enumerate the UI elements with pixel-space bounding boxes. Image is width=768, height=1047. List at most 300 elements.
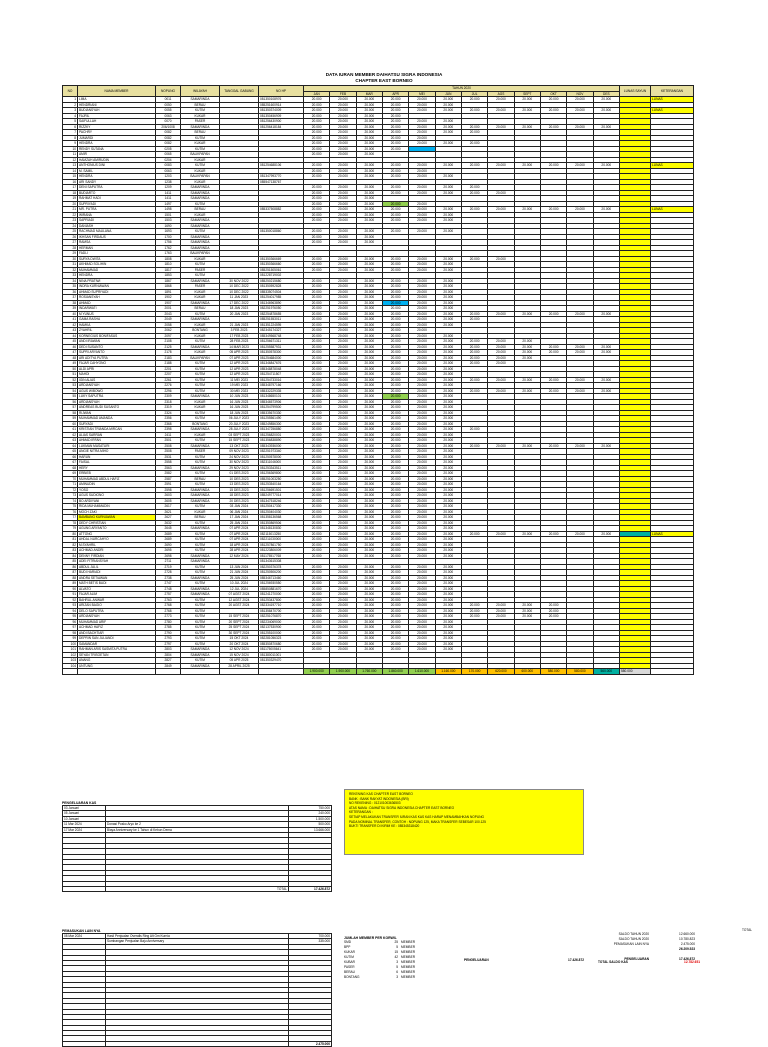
cell-hp: 081256430900 xyxy=(259,119,304,125)
cell-month-payment: 20.000 xyxy=(330,581,356,587)
cell-month-payment: 20.000 xyxy=(382,515,408,521)
cell-month-payment: 20.000 xyxy=(514,377,540,383)
cell-month-payment: 20.000 xyxy=(514,124,540,130)
korwil-area: KUTIM xyxy=(344,955,354,959)
cell-month-payment: 20.000 xyxy=(540,124,566,130)
cell-month-payment: 20.000 xyxy=(304,515,330,521)
cell-wilayah: KUTIM xyxy=(181,471,220,477)
cell-tanggal: 12 AGST 2024 xyxy=(220,597,259,603)
cell-month-payment: 20.000 xyxy=(435,647,461,653)
cell-wilayah: KUTIM xyxy=(181,454,220,460)
cell-month-payment: 20.000 xyxy=(409,108,435,114)
cell-name: RAMSA xyxy=(78,240,156,246)
summary-value: 10.780.823 xyxy=(679,937,695,941)
cell-nopung: 2790 xyxy=(156,630,181,636)
cell-month-payment: 20.000 xyxy=(304,526,330,532)
cell-name: UNTUNG xyxy=(78,663,156,669)
cell-month-payment: 20.000 xyxy=(382,201,408,207)
cell-month-payment: 20.000 xyxy=(356,410,382,416)
cell-month-payment: 20.000 xyxy=(304,102,330,108)
cell-month-payment: 20.000 xyxy=(304,212,330,218)
cell-month-payment: 20.000 xyxy=(382,614,408,620)
cell-no: 83 xyxy=(63,548,78,554)
cell-name: FAJRIL xyxy=(78,113,156,119)
cell-nopung: 2188 xyxy=(156,361,181,367)
cell-month-payment: 20.000 xyxy=(488,603,514,609)
cell-month-payment: 20.000 xyxy=(356,284,382,290)
cell-month-payment: 20.000 xyxy=(409,295,435,301)
cell-nopung: 2207 xyxy=(156,372,181,378)
cell-wilayah: SAMARINDA xyxy=(181,218,220,224)
cell-month-payment: 20.000 xyxy=(435,438,461,444)
korwil-count: 42 xyxy=(394,955,398,959)
cell-tanggal: 28 APR 2024 xyxy=(220,548,259,554)
cell-month-payment: 20.000 xyxy=(356,614,382,620)
cell-month-payment: 20.000 xyxy=(514,108,540,114)
cell-hp: 081256418184 xyxy=(259,124,304,130)
cell-hp: 081350578300 xyxy=(259,350,304,356)
cell-nopung: 2049 xyxy=(156,317,181,323)
cell-month-payment: 20.000 xyxy=(514,339,540,345)
col-header-year: TAHUN 2020 xyxy=(304,86,620,92)
cell-no: 46 xyxy=(63,344,78,350)
cell-no: 55 xyxy=(63,394,78,400)
cell-hp: 081228719002 xyxy=(259,273,304,279)
cell-wilayah: KUTIM xyxy=(181,339,220,345)
cell-month-payment: 20.000 xyxy=(435,531,461,537)
cell-month-payment: 20.000 xyxy=(409,267,435,273)
cell-month-payment: 20.000 xyxy=(382,102,408,108)
cell-month-payment: 20.000 xyxy=(304,344,330,350)
cell-no: 56 xyxy=(63,399,78,405)
cell-month-payment: 20.000 xyxy=(435,372,461,378)
cell-month-payment: 20.000 xyxy=(382,548,408,554)
cell-month-payment: 20.000 xyxy=(567,344,593,350)
cell-hp: 081350018860 xyxy=(259,229,304,235)
cell-month-payment: 20.000 xyxy=(435,289,461,295)
cell-month-payment: 20.000 xyxy=(382,311,408,317)
cell-nopung: 0050 xyxy=(156,102,181,108)
cell-month-payment: 20.000 xyxy=(304,465,330,471)
cell-month-payment: 20.000 xyxy=(409,504,435,510)
totals-spacer xyxy=(651,669,694,675)
cell-tanggal: 11 JAN 2023 xyxy=(220,295,259,301)
cell-name: FAJAR CAHYONO xyxy=(78,361,156,367)
cell-month-payment: 20.000 xyxy=(330,410,356,416)
summary-value: 2.475.000 xyxy=(680,942,695,946)
cell-month-payment: 20.000 xyxy=(409,119,435,125)
cell-month-payment: 20.000 xyxy=(461,344,487,350)
cell-month-payment: 20.000 xyxy=(304,97,330,103)
cell-nopung: 206/1008 xyxy=(156,124,181,130)
cell-no: 90 xyxy=(63,586,78,592)
cell-no: 84 xyxy=(63,553,78,559)
pengeluaran-amount: 13.666.000 xyxy=(289,827,332,832)
cell-nopung: 2690 xyxy=(156,542,181,548)
cell-month-payment: 20.000 xyxy=(382,498,408,504)
cell-month-payment: 20.000 xyxy=(330,141,356,147)
cell-month-payment: 20.000 xyxy=(382,163,408,169)
pemasukan-block xyxy=(62,929,330,1047)
cell-nopung: 2319 xyxy=(156,405,181,411)
cell-month-payment: 20.000 xyxy=(409,394,435,400)
cell-wilayah: BONTANG xyxy=(181,421,220,427)
pengeluaran-total-label: TOTAL xyxy=(106,886,289,891)
cell-name: RAHMAT HADI xyxy=(78,196,156,202)
cell-month-payment: 20.000 xyxy=(435,256,461,262)
cell-nopung: 2178 xyxy=(156,350,181,356)
cell-month-payment: 20.000 xyxy=(488,355,514,361)
cell-month-payment: 20.000 xyxy=(304,476,330,482)
cell-month-payment: 20.000 xyxy=(356,108,382,114)
cell-hp: 082254878655 xyxy=(259,311,304,317)
totals-month: 1.760.000 xyxy=(356,669,382,675)
cell-hp: 081256369800 xyxy=(259,471,304,477)
cell-month-payment: 20.000 xyxy=(382,212,408,218)
cell-no: 28 xyxy=(63,245,78,251)
cell-nopung: 2793 xyxy=(156,636,181,642)
cell-wilayah: KUTIM xyxy=(181,531,220,537)
cell-month-payment: 20.000 xyxy=(356,317,382,323)
cell-no: 37 xyxy=(63,295,78,301)
cell-hp: 081254017985 xyxy=(259,295,304,301)
cell-month-payment: 20.000 xyxy=(356,575,382,581)
cell-month-payment: 20.000 xyxy=(540,531,566,537)
cell-name: YOSO xyxy=(78,487,156,493)
rekening-line: PADA NOMINAL TRANSFER, CONTOH : NOPUNG 125, MAKA TRANSFER SEBESAR 100.125 xyxy=(349,819,486,824)
cell-nopung: 2324 xyxy=(156,410,181,416)
cell-name: FADLI xyxy=(78,251,156,257)
cell-month-payment: 20.000 xyxy=(382,300,408,306)
cell-month-payment: 20.000 xyxy=(356,421,382,427)
cell-month-payment: 20.000 xyxy=(304,432,330,438)
cell-tanggal: 16 JUN 2023 xyxy=(220,399,259,405)
pengeluaran-block xyxy=(62,801,330,892)
cell-nopung: 0065 xyxy=(156,152,181,158)
cell-hp: 081255587931 xyxy=(259,344,304,350)
cell-name: IGIN ALIAS xyxy=(78,377,156,383)
cell-month-payment: 20.000 xyxy=(304,592,330,598)
cell-name: ARDIANSYAH xyxy=(78,383,156,389)
korwil-area: KUKAR xyxy=(344,950,355,954)
cell-month-payment: 20.000 xyxy=(330,289,356,295)
cell-month-payment: 20.000 xyxy=(382,553,408,559)
cell-month-payment: 20.000 xyxy=(330,372,356,378)
cell-month-payment: 20.000 xyxy=(330,608,356,614)
cell-month-payment: 20.000 xyxy=(461,603,487,609)
cell-month-payment: 20.000 xyxy=(461,207,487,213)
cell-month-payment: 20.000 xyxy=(514,97,540,103)
cell-hp: 082251076870 xyxy=(259,614,304,620)
cell-month-payment: 20.000 xyxy=(330,509,356,515)
col-header-month: MAR xyxy=(356,91,382,97)
cell-hp: 082311046000 xyxy=(259,460,304,466)
cell-hp: 081256930550 xyxy=(259,581,304,587)
cell-month-payment: 20.000 xyxy=(330,553,356,559)
cell-no: 89 xyxy=(63,581,78,587)
cell-month-payment: 20.000 xyxy=(304,284,330,290)
cell-month-payment: 20.000 xyxy=(382,592,408,598)
cell-wilayah: KUKAR xyxy=(181,179,220,185)
cell-wilayah: KUTIM xyxy=(181,311,220,317)
cell-month-payment: 20.000 xyxy=(435,493,461,499)
cell-month-payment: 20.000 xyxy=(435,102,461,108)
cell-month-payment: 20.000 xyxy=(330,267,356,273)
cell-month-payment: 20.000 xyxy=(382,619,408,625)
cell-month-payment: 20.000 xyxy=(593,311,619,317)
cell-month-payment: 20.000 xyxy=(356,399,382,405)
cell-wilayah: KUKAR xyxy=(181,256,220,262)
cell-name: DENNY FIRDIAN xyxy=(78,553,156,559)
cell-hp: 081250417330 xyxy=(259,504,304,510)
member-dues-table xyxy=(62,85,694,675)
cell-nopung: 0082 xyxy=(156,130,181,136)
cell-name: AMINUDIN xyxy=(78,482,156,488)
cell-month-payment: 20.000 xyxy=(356,124,382,130)
cell-wilayah: SAMARINDA xyxy=(181,493,220,499)
cell-month-payment: 20.000 xyxy=(461,256,487,262)
cell-tanggal: 21 JUN 2024 xyxy=(220,570,259,576)
cell-month-payment: 20.000 xyxy=(382,482,408,488)
cell-no: 101 xyxy=(63,647,78,653)
cell-month-payment: 20.000 xyxy=(461,608,487,614)
cell-month-payment: 20.000 xyxy=(330,333,356,339)
cell-wilayah: SAMARINDA xyxy=(181,427,220,433)
cell-month-payment: 20.000 xyxy=(304,438,330,444)
cell-month-payment: 20.000 xyxy=(356,339,382,345)
cell-wilayah: SAMARINDA xyxy=(181,223,220,229)
cell-tanggal: 12 APR 2023 xyxy=(220,361,259,367)
cell-month-payment: 20.000 xyxy=(330,647,356,653)
cell-month-payment: 20.000 xyxy=(356,201,382,207)
cell-month-payment: 20.000 xyxy=(356,295,382,301)
summary-total-label: TOTAL xyxy=(742,928,752,932)
cell-month-payment: 20.000 xyxy=(382,113,408,119)
cell-month-payment: 20.000 xyxy=(356,207,382,213)
cell-no: 65 xyxy=(63,449,78,455)
cell-month-payment: 20.000 xyxy=(409,405,435,411)
cell-month-payment: 20.000 xyxy=(409,553,435,559)
cell-month-payment: 20.000 xyxy=(435,449,461,455)
cell-month-payment: 20.000 xyxy=(356,388,382,394)
cell-month-payment: 20.000 xyxy=(382,377,408,383)
cell-name: ACHMAD ANDRI xyxy=(78,548,156,554)
cell-month-payment: 20.000 xyxy=(304,487,330,493)
cell-month-payment: 20.000 xyxy=(461,163,487,169)
cell-tanggal: 07 APR 2024 xyxy=(220,526,259,532)
cell-month-payment: 20.000 xyxy=(514,311,540,317)
cell-month-payment: 20.000 xyxy=(409,322,435,328)
cell-month-payment: 20.000 xyxy=(461,130,487,136)
cell-no: 54 xyxy=(63,388,78,394)
cell-month-payment: 20.000 xyxy=(567,207,593,213)
cell-tanggal: 14 MAR 2023 xyxy=(220,344,259,350)
cell-month-payment: 20.000 xyxy=(382,267,408,273)
cell-tanggal: 15 DES 2023 xyxy=(220,487,259,493)
cell-month-payment: 20.000 xyxy=(435,163,461,169)
cell-month-payment: 20.000 xyxy=(409,575,435,581)
cell-month-payment: 20.000 xyxy=(330,482,356,488)
cell-month-payment: 20.000 xyxy=(356,416,382,422)
cell-tanggal: 13 DES 2023 xyxy=(220,482,259,488)
cell-month-payment: 20.000 xyxy=(304,454,330,460)
cell-no: 45 xyxy=(63,339,78,345)
cell-hp: 085250215680 xyxy=(259,278,304,284)
cell-month-payment: 20.000 xyxy=(304,328,330,334)
cell-nopung: 2689 xyxy=(156,531,181,537)
cell-month-payment: 20.000 xyxy=(435,97,461,103)
cell-month-payment: 20.000 xyxy=(409,482,435,488)
cell-month-payment: 20.000 xyxy=(435,520,461,526)
korwil-area: BONTANG xyxy=(344,975,360,979)
cell-no: 21 xyxy=(63,207,78,213)
cell-name: MUHAMMAD ABDUL HAFIZ xyxy=(78,476,156,482)
cell-nopung: 2398 xyxy=(156,427,181,433)
totals-spacer xyxy=(156,669,181,675)
cell-month-payment: 20.000 xyxy=(304,482,330,488)
cell-wilayah: SAMARINDA xyxy=(181,190,220,196)
cell-name: ACHMAD HAFIZ xyxy=(78,625,156,631)
cell-name: BAMBANG KURNIAWAN xyxy=(78,515,156,521)
cell-month-payment: 20.000 xyxy=(330,471,356,477)
cell-month-payment: 20.000 xyxy=(382,564,408,570)
cell-month-payment: 20.000 xyxy=(356,520,382,526)
cell-no: 51 xyxy=(63,372,78,378)
cell-month-payment: 20.000 xyxy=(409,201,435,207)
cell-month-payment: 20.000 xyxy=(304,361,330,367)
cell-month-payment: 20.000 xyxy=(356,586,382,592)
korwil-count: 3 xyxy=(396,960,398,964)
cell-tanggal: 30 NOV 2022 xyxy=(220,278,259,284)
cell-month-payment: 20.000 xyxy=(330,449,356,455)
cell-wilayah: SAMARINDA xyxy=(181,647,220,653)
cell-no: 91 xyxy=(63,592,78,598)
cell-nopung: 2711 xyxy=(156,559,181,565)
cell-tanggal: 19 MEI 2023 xyxy=(220,383,259,389)
rekening-line: ATAS NAMA : DAIHATSU SIGRA INDONESIA CHAPTER EAST BORNEO xyxy=(349,805,455,810)
cell-no: 30 xyxy=(63,256,78,262)
cell-month-payment: 20.000 xyxy=(382,465,408,471)
cell-month-payment: 20.000 xyxy=(435,471,461,477)
cell-month-payment: 20.000 xyxy=(382,366,408,372)
cell-nopung: 1690 xyxy=(156,223,181,229)
cell-hp: 081254684000 xyxy=(259,355,304,361)
cell-no: 49 xyxy=(63,361,78,367)
cell-nopung: 1891 xyxy=(156,289,181,295)
cell-month-payment: 20.000 xyxy=(540,344,566,350)
cell-month-payment: 20.000 xyxy=(409,102,435,108)
cell-wilayah: KUTIM xyxy=(181,581,220,587)
cell-name: JUMARDI xyxy=(78,135,156,141)
cell-month-payment: 20.000 xyxy=(382,262,408,268)
cell-month-payment: 20.000 xyxy=(330,322,356,328)
cell-nopung: 1817 xyxy=(156,267,181,273)
korwil-count: 25 xyxy=(394,940,398,944)
cell-nopung: 1503 xyxy=(156,218,181,224)
jumlah-member-row xyxy=(344,975,454,980)
cell-wilayah: SAMARINDA xyxy=(181,245,220,251)
cell-no: 67 xyxy=(63,460,78,466)
cell-name: DENI SAPUTRA xyxy=(78,185,156,191)
cell-hp: 081350456909 xyxy=(259,113,304,119)
cell-month-payment: 20.000 xyxy=(435,229,461,235)
cell-month-payment: 20.000 xyxy=(304,614,330,620)
cell-month-payment: 20.000 xyxy=(304,163,330,169)
cell-hp: 085547138767 xyxy=(259,179,304,185)
cell-no: 42 xyxy=(63,322,78,328)
cell-wilayah: PASER xyxy=(181,267,220,273)
cell-tanggal: 10 JUN 2023 xyxy=(220,394,259,400)
cell-name: FAISAL xyxy=(78,460,156,466)
cell-month-payment: 20.000 xyxy=(356,130,382,136)
cell-month-payment: 20.000 xyxy=(304,504,330,510)
cell-month-payment: 20.000 xyxy=(304,377,330,383)
cell-month-payment: 20.000 xyxy=(330,405,356,411)
cell-month-payment: 20.000 xyxy=(435,212,461,218)
cell-month-payment: 20.000 xyxy=(330,597,356,603)
cell-month-payment: 20.000 xyxy=(593,163,619,169)
cell-month-payment: 20.000 xyxy=(409,636,435,642)
cell-month-payment: 20.000 xyxy=(488,108,514,114)
cell-nopung: 2058 xyxy=(156,322,181,328)
summary-label: PENGELUARAN xyxy=(624,957,649,961)
cell-no: 23 xyxy=(63,218,78,224)
cell-month-payment: 20.000 xyxy=(409,432,435,438)
cell-hp: 085249856300 xyxy=(259,421,304,427)
cell-no: 58 xyxy=(63,410,78,416)
cell-name: ARDIANSYAH xyxy=(78,614,156,620)
cell-nopung: 2062 xyxy=(156,328,181,334)
cell-month-payment: 20.000 xyxy=(304,113,330,119)
cell-month-payment: 20.000 xyxy=(409,366,435,372)
korwil-area: SMD xyxy=(344,940,352,944)
cell-hp: 082251973340 xyxy=(259,449,304,455)
cell-month-payment: 20.000 xyxy=(356,597,382,603)
col-header-month: DES xyxy=(593,91,619,97)
cell-month-payment: 20.000 xyxy=(488,388,514,394)
cell-name: ANDREAS BUDI SUSANTO xyxy=(78,405,156,411)
cell-month-payment: 20.000 xyxy=(488,608,514,614)
cell-month-payment: 20.000 xyxy=(540,207,566,213)
cell-no: 36 xyxy=(63,289,78,295)
cell-month-payment: 20.000 xyxy=(330,256,356,262)
cell-month-payment: 20.000 xyxy=(409,97,435,103)
cell-wilayah: KUTIM xyxy=(181,564,220,570)
cell-name: ALVATO xyxy=(78,586,156,592)
cell-month-payment: 20.000 xyxy=(330,361,356,367)
cell-no: 33 xyxy=(63,273,78,279)
cell-nopung: 2698 xyxy=(156,553,181,559)
cell-month-payment: 20.000 xyxy=(409,608,435,614)
cell-no: 96 xyxy=(63,619,78,625)
cell-hp: 085249777014 xyxy=(259,493,304,499)
cell-month-payment: 20.000 xyxy=(435,421,461,427)
cell-name: DEPRIN SAN JULIANDI xyxy=(78,636,156,642)
cell-month-payment: 20.000 xyxy=(356,592,382,598)
cell-hp: 081346963890 xyxy=(259,300,304,306)
cell-hp: 081350329470 xyxy=(259,658,304,664)
cell-name: ANDI BACHTIAR xyxy=(78,630,156,636)
cell-month-payment: 20.000 xyxy=(304,641,330,647)
cell-tanggal: 17 DEC 2022 xyxy=(220,300,259,306)
cell-month-payment: 20.000 xyxy=(435,603,461,609)
cell-nopung: 1700 xyxy=(156,234,181,240)
cell-month-payment: 20.000 xyxy=(382,476,408,482)
cell-month-payment: 20.000 xyxy=(382,108,408,114)
cell-no: 80 xyxy=(63,531,78,537)
cell-month-payment: 20.000 xyxy=(304,229,330,235)
cell-month-payment: 20.000 xyxy=(356,350,382,356)
